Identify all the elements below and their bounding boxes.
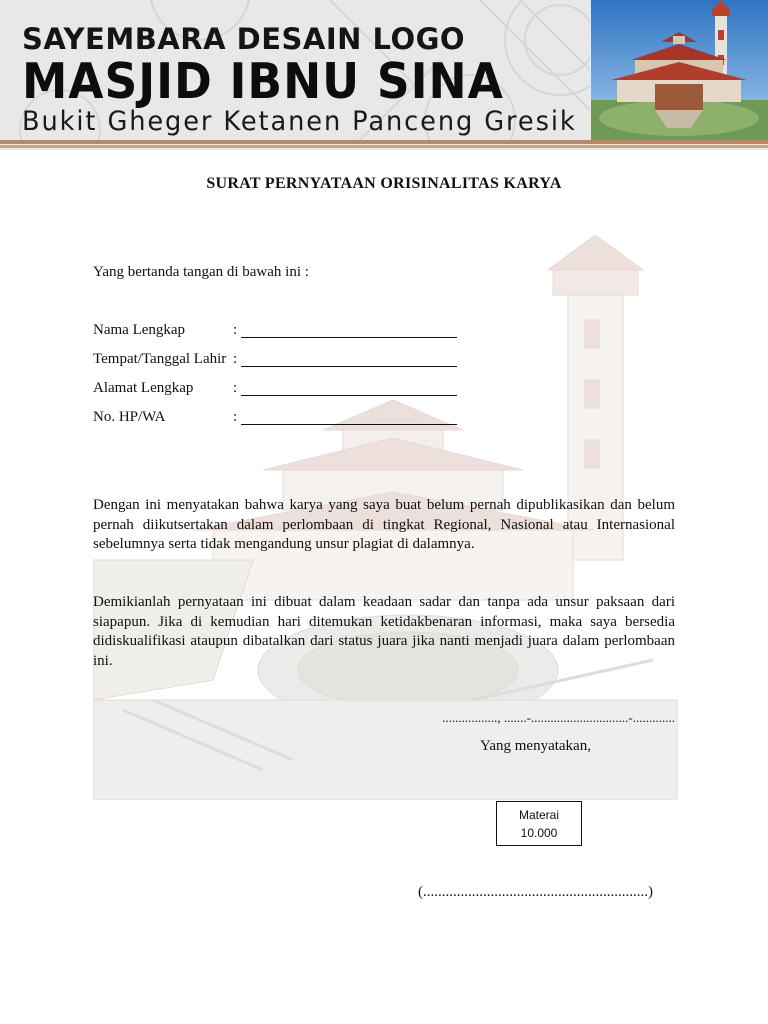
banner-divider-secondary [0, 145, 768, 148]
signature-name-line: (............................................................) [418, 884, 653, 900]
fill-in-line [241, 366, 457, 367]
fill-in-line [241, 395, 457, 396]
field-colon: : [233, 380, 238, 396]
stamp-duty-label: Materai [518, 808, 559, 822]
intro-text: Yang bertanda tangan di bawah ini : [93, 264, 309, 280]
stamp-duty-box [496, 801, 582, 846]
field-label: Tempat/Tanggal Lahir [93, 351, 227, 367]
banner-heading-large: MASJID IBNU SINA [22, 53, 504, 110]
stamp-duty-value: 10.000 [520, 826, 558, 840]
header-banner [0, 0, 768, 150]
field-colon: : [233, 351, 238, 367]
field-label: Alamat Lengkap [93, 380, 194, 396]
banner-divider [0, 140, 768, 144]
signer-label: Yang menyatakan, [480, 738, 591, 754]
fill-in-line [241, 337, 457, 338]
field-colon: : [233, 322, 238, 338]
fill-in-line [241, 424, 457, 425]
document-title: SURAT PERNYATAAN ORISINALITAS KARYA [206, 175, 562, 192]
statement-paragraph: Dengan ini menyatakan bahwa karya yang saya buat belum pernah dipublikasikan dan belum pernah diikutsertakan dalam perlombaan di tingkat Regional, Nasional atau Internasional sebelumnya serta tidak mengandung unsur plagiat di dalamnya. [93, 497, 675, 552]
mosque-photo-icon [591, 0, 768, 140]
banner-location: Bukit Gheger Ketanen Panceng Gresik [22, 106, 577, 137]
field-label: No. HP/WA [93, 409, 166, 425]
field-colon: : [233, 409, 238, 425]
place-date-line: ................., .......-..............................-............. [442, 710, 675, 725]
field-label: Nama Lengkap [93, 322, 186, 338]
closing-paragraph: Demikianlah pernyataan ini dibuat dalam keadaan sadar dan tanpa ada unsur paksaan dari siapapun. Jika di kemudian hari ditemukan ketidakbenaran informasi, maka saya bersedia didiskualifikasi ataupun dibatalkan dari status juara jika nanti menjadi juara dalam perlombaan ini. [93, 594, 675, 669]
banner-heading-small: SAYEMBARA DESAIN LOGO [22, 22, 466, 56]
